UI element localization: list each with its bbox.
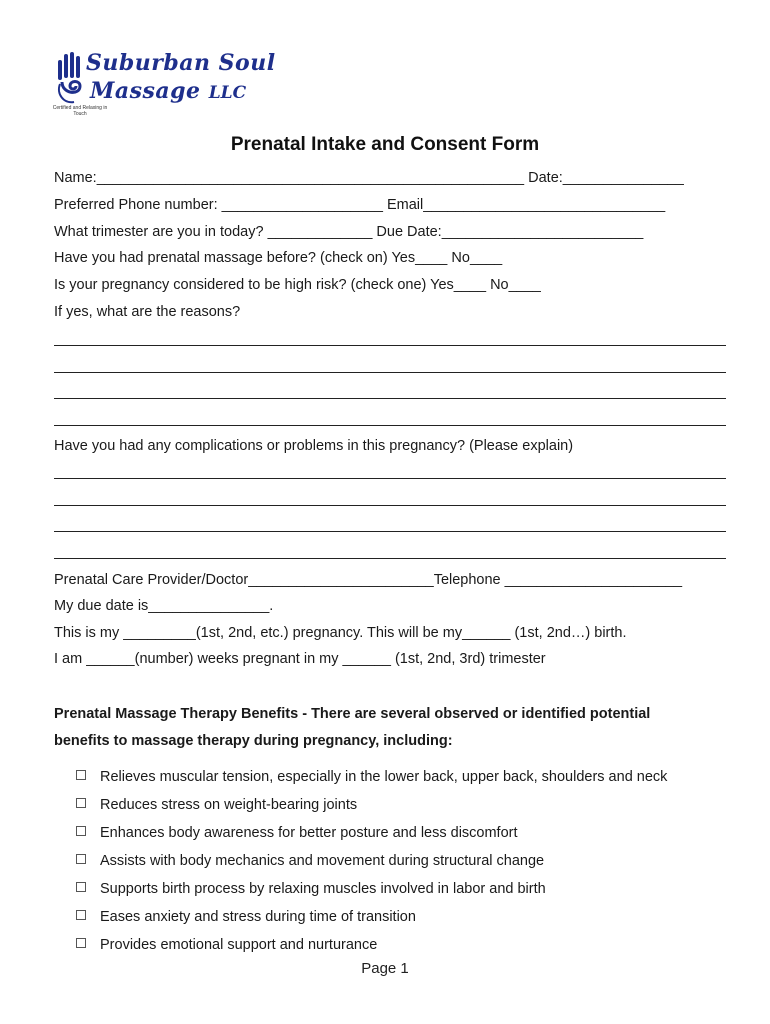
benefit-text: Supports birth process by relaxing muscles involved in labor and birth <box>100 881 546 897</box>
checkbox-icon[interactable] <box>76 938 86 948</box>
company-logo <box>50 48 290 118</box>
benefit-item <box>76 881 546 897</box>
benefit-text: Relieves muscular tension, especially in the lower back, upper back, shoulders and neck <box>100 769 668 785</box>
benefit-text: Enhances body awareness for better posture and less discomfort <box>100 825 518 841</box>
benefit-text: Assists with body mechanics and movement during structural change <box>100 853 545 869</box>
name-date-field[interactable]: Name:_____________________________________________________ Date:_______________ <box>54 170 684 186</box>
complications-label: Have you had any complications or problems in this pregnancy? (Please explain) <box>54 438 574 454</box>
reasons-answer-line[interactable] <box>54 372 726 373</box>
prior-massage-field[interactable]: Have you had prenatal massage before? (check on) Yes____ No____ <box>54 250 503 266</box>
benefit-item <box>76 909 416 925</box>
page-number: Page 1 <box>361 960 409 977</box>
benefit-item <box>76 769 667 785</box>
complications-answer-line[interactable] <box>54 531 726 532</box>
weeks-pregnant-field[interactable]: I am ______(number) weeks pregnant in my ______ (1st, 2nd, 3rd) trimester <box>54 651 546 667</box>
logo-name-line2 <box>90 78 246 104</box>
logo-tagline: Certified and Relaxing in Touch <box>52 105 108 117</box>
complications-answer-line[interactable] <box>54 478 726 479</box>
reasons-answer-line[interactable] <box>54 345 726 346</box>
provider-telephone-field[interactable]: Prenatal Care Provider/Doctor_______________________Telephone ______________________ <box>54 572 683 588</box>
benefit-text: Eases anxiety and stress during time of transition <box>100 909 416 925</box>
complications-answer-line[interactable] <box>54 558 726 559</box>
due-date-field[interactable]: My due date is_______________. <box>54 598 274 614</box>
benefit-item <box>76 937 377 953</box>
checkbox-icon[interactable] <box>76 770 86 780</box>
benefit-text: Provides emotional support and nurturance <box>100 937 378 953</box>
reasons-answer-line[interactable] <box>54 425 726 426</box>
benefit-item <box>76 825 518 841</box>
logo-name-line1: Suburban Soul <box>86 50 276 76</box>
logo-name-massage: Massage <box>90 78 201 104</box>
benefits-heading-line1: Prenatal Massage Therapy Benefits - There are several observed or identified potential <box>54 706 651 722</box>
complications-answer-line[interactable] <box>54 505 726 506</box>
checkbox-icon[interactable] <box>76 882 86 892</box>
page-title: Prenatal Intake and Consent Form <box>230 134 540 155</box>
trimester-due-date-field[interactable]: What trimester are you in today? _____________ Due Date:_________________________ <box>54 224 644 240</box>
reasons-label: If yes, what are the reasons? <box>54 304 241 320</box>
reasons-answer-line[interactable] <box>54 398 726 399</box>
phone-email-field[interactable]: Preferred Phone number: ____________________ Email______________________________ <box>54 197 666 213</box>
benefits-heading-line2: benefits to massage therapy during pregnancy, including: <box>54 733 453 749</box>
checkbox-icon[interactable] <box>76 854 86 864</box>
checkbox-icon[interactable] <box>76 798 86 808</box>
benefit-text: Reduces stress on weight-bearing joints <box>100 797 358 813</box>
hand-spiral-logo-icon <box>54 50 90 108</box>
pregnancy-number-field[interactable]: This is my _________(1st, 2nd, etc.) pregnancy. This will be my______ (1st, 2nd…) birth. <box>54 625 627 641</box>
checkbox-icon[interactable] <box>76 910 86 920</box>
logo-llc: LLC <box>208 83 247 103</box>
high-risk-field[interactable]: Is your pregnancy considered to be high risk? (check one) Yes____ No____ <box>54 277 541 293</box>
benefit-item <box>76 797 357 813</box>
benefit-item <box>76 853 544 869</box>
checkbox-icon[interactable] <box>76 826 86 836</box>
